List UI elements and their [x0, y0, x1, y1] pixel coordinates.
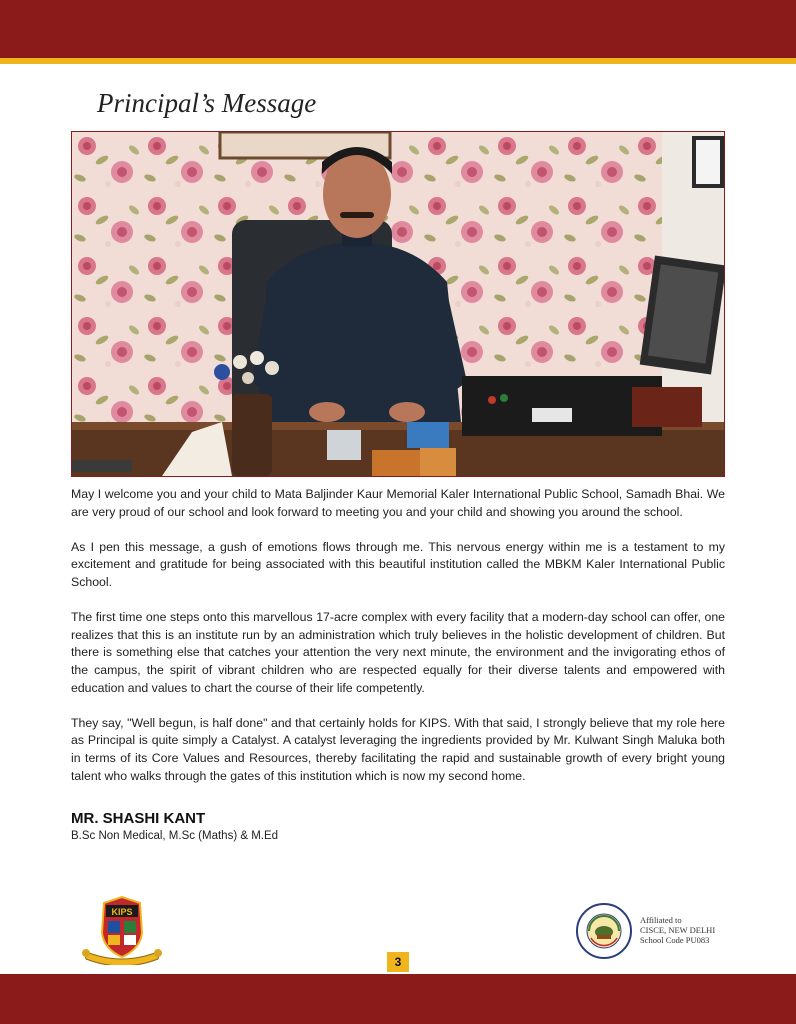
message-paragraph: They say, "Well begun, is half done" and that certainly holds for KIPS. With that said, I strongly believe that my role here as Principal is quite simply a Catalyst. A catalyst leveraging the ingredients provided by Mr. Kulwant Singh Maluka both in terms of its Core Values and Resources, thereby facilitating the rapid and sustainable growth of every bright young talent who walks through the gates of this institution which is now my second home. [71, 715, 725, 783]
affiliation-line: Affiliated to [640, 915, 682, 925]
affiliation-line: School Code PU083 [640, 935, 710, 945]
header-band [0, 0, 796, 58]
principal-name: MR. SHASHI KANT [71, 810, 206, 827]
principal-photo-illustration [72, 132, 724, 476]
header-accent-stripe [0, 58, 796, 64]
message-paragraph: The first time one steps onto this marvellous 17-acre complex with every facility that a modern-day school can offer, one realizes that this is an institute run by an administration which truly believes in the holistic development of children. But there is something else that catches your attention the very next minute, the environment and the invigorating ethos of the campus, the spirit of vibrant children who are respected equally for their diverse talents and empowered with education and values to chart the course of their life competently. [71, 610, 725, 695]
message-paragraph: May I welcome you and your child to Mata Baljinder Kaur Memorial Kaler International Public School, Samadh Bhai. We are very proud of our school and look forward to meeting you and your child and showing you around the school. [71, 487, 725, 519]
message-paragraph: As I pen this message, a gush of emotions flows through me. This nervous energy within me is a testament to my excitement and gratitude for being associated with this beautiful institution called the MBKM Kaler International Public School. [71, 539, 725, 589]
footer-band [0, 974, 796, 1024]
affiliation-info [640, 915, 715, 945]
principal-qualifications: B.Sc Non Medical, M.Sc (Maths) & M.Ed [71, 830, 279, 842]
kips-crest-text: KIPS [111, 907, 133, 917]
page-title: Principal’s Message [97, 88, 317, 118]
kips-crest-icon [80, 893, 164, 965]
school-crest-logo [80, 893, 164, 965]
page-number: 3 [387, 952, 409, 972]
principal-photo [71, 131, 725, 477]
cisce-seal-logo [575, 902, 633, 960]
cisce-seal-icon [575, 902, 633, 960]
message-body [71, 486, 725, 803]
affiliation-line: CISCE, NEW DELHI [640, 925, 716, 935]
